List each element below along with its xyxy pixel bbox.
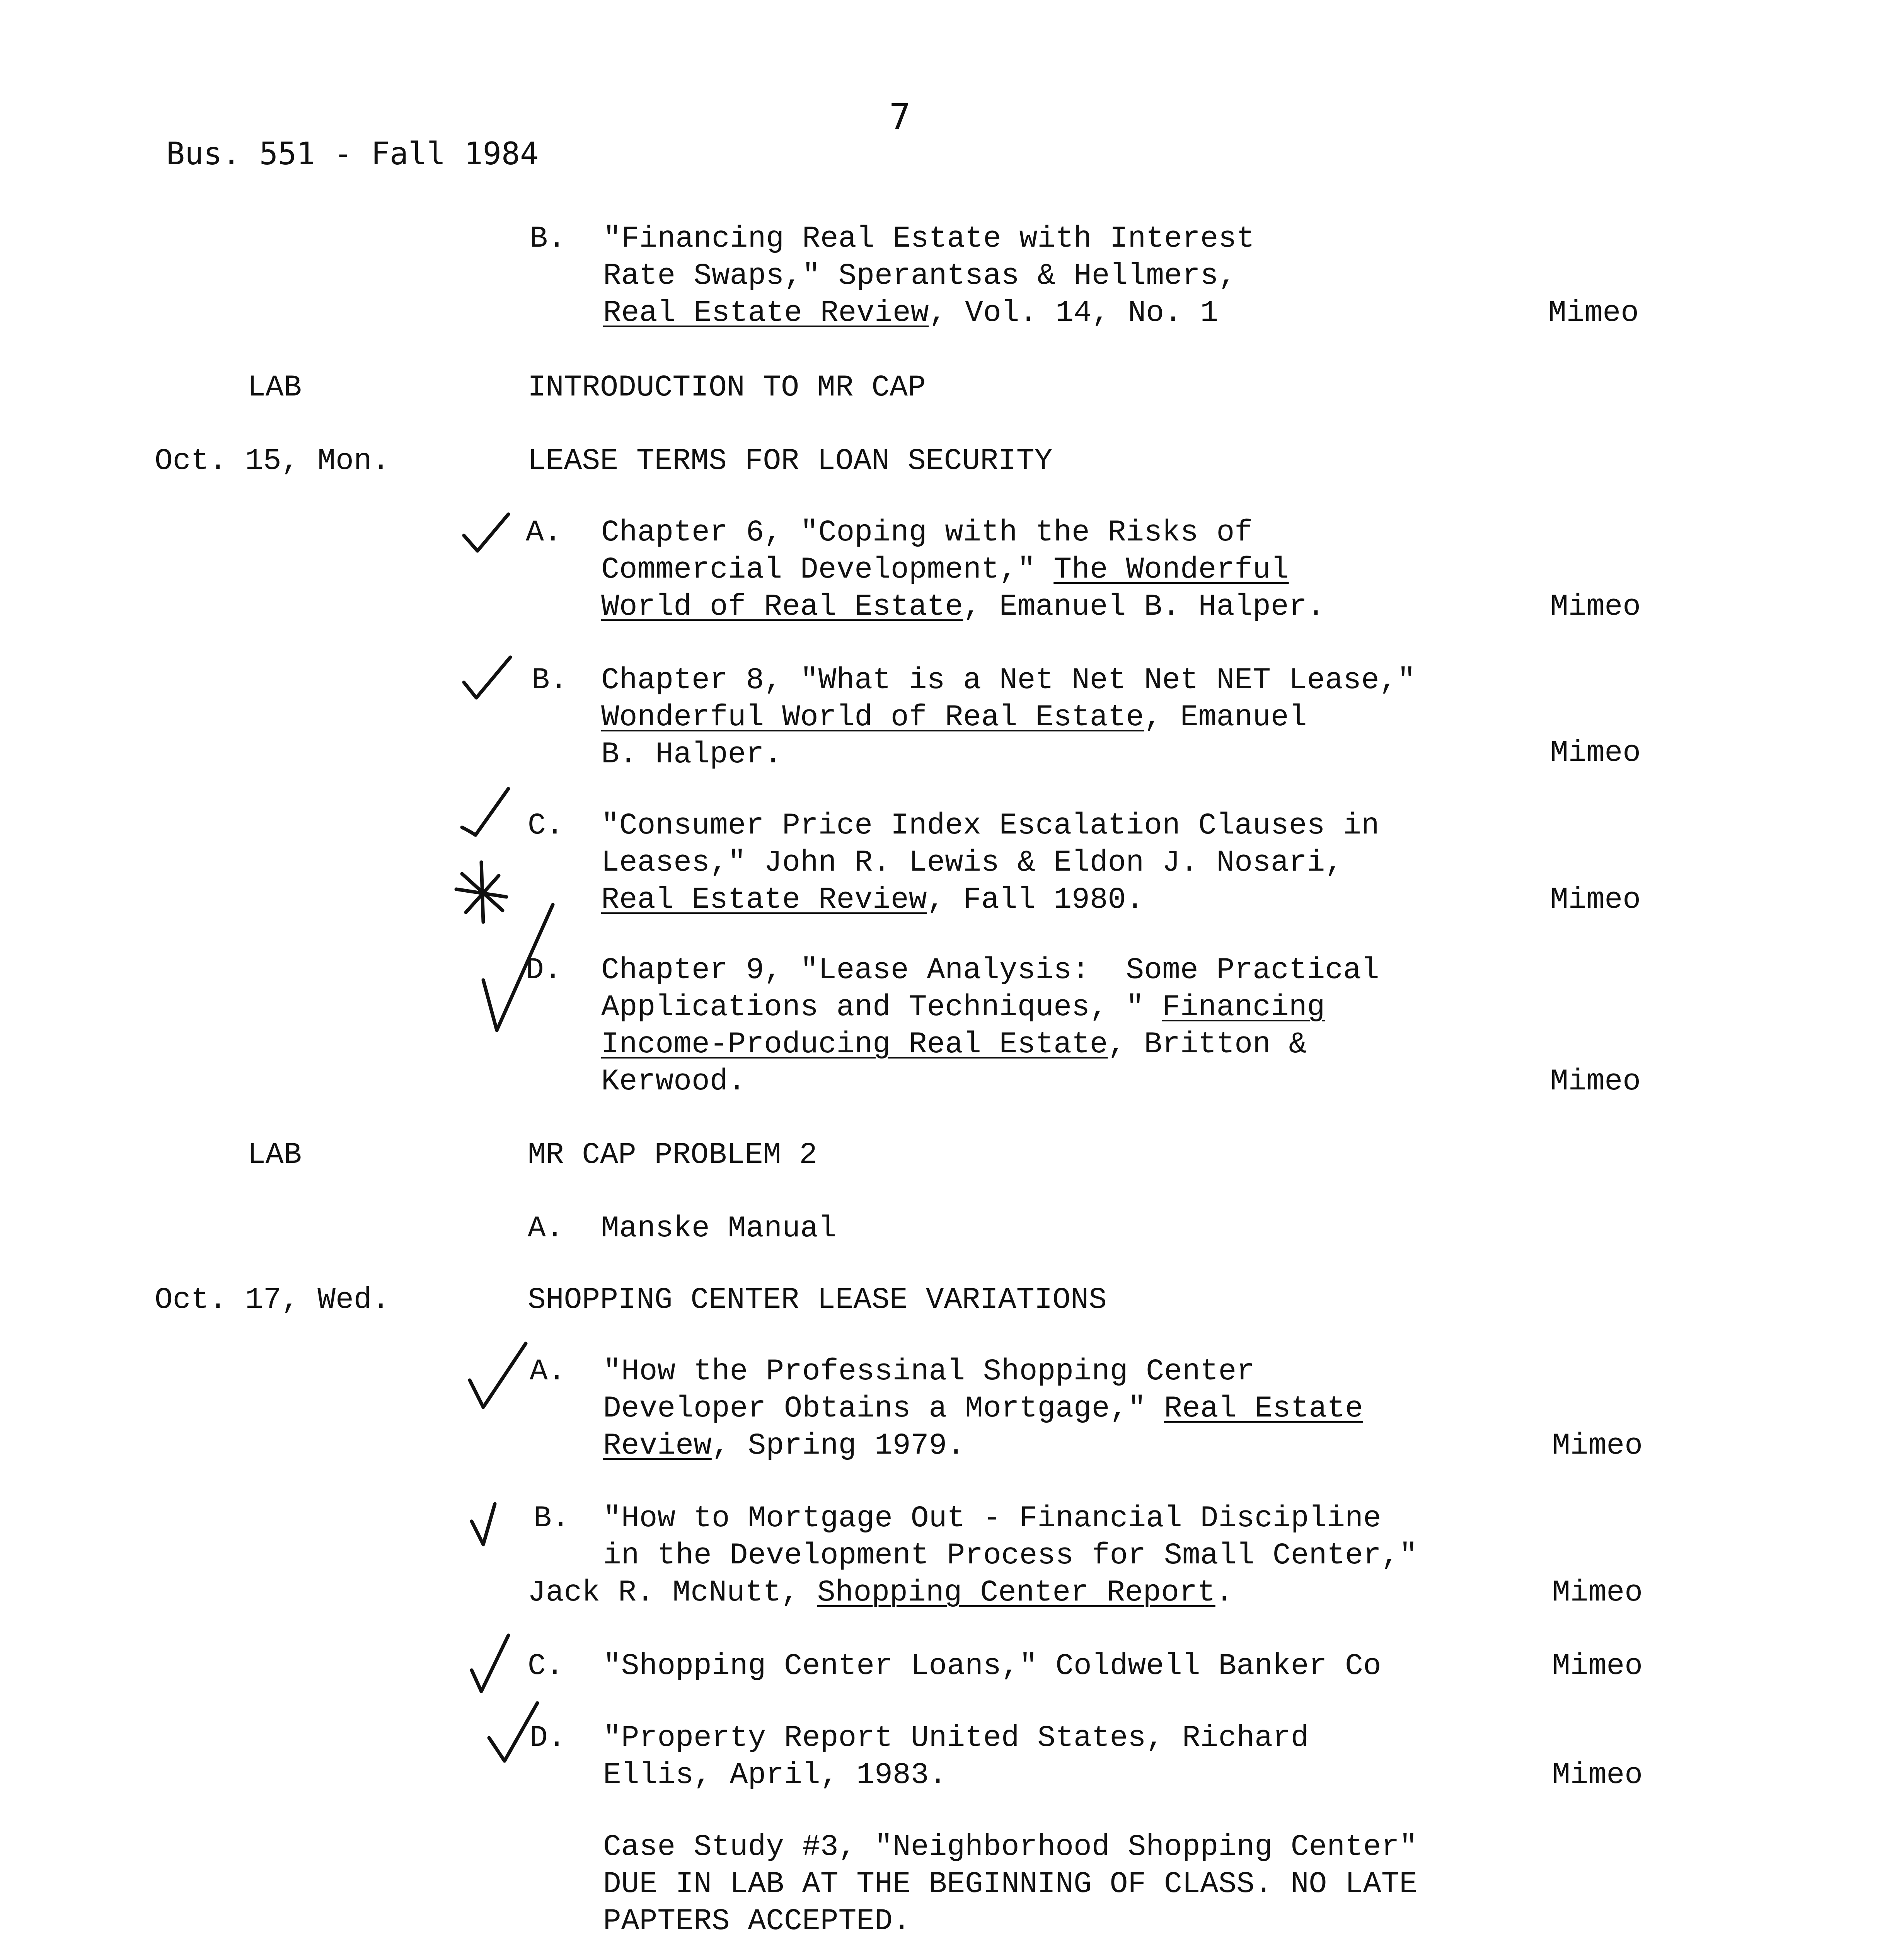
source-label: Mimeo [1552, 1649, 1643, 1683]
source-label: Mimeo [1550, 736, 1641, 770]
citation-line: Leases," John R. Lewis & Eldon J. Nosari, [601, 846, 1343, 880]
publication-title: Income-Producing Real Estate [601, 1028, 1108, 1062]
checkmark-icon [470, 1343, 526, 1407]
item-letter: A. [526, 516, 562, 550]
citation-line: "Property Report United States, Richard [603, 1721, 1309, 1755]
checkmark-icon [483, 905, 553, 1030]
citation-line: Wonderful World of Real Estate, Emanuel [601, 701, 1307, 735]
source-label: Mimeo [1548, 296, 1639, 330]
session-date: Oct. 15, Mon. [155, 444, 390, 478]
item-letter: A. [530, 1355, 566, 1389]
item-letter: C. [528, 1649, 564, 1683]
checkmark-icon [472, 1504, 495, 1544]
checkmark-icon [464, 657, 510, 698]
publication-title: Wonderful World of Real Estate [601, 701, 1144, 735]
citation-line: Developer Obtains a Mortgage," Real Estate [603, 1392, 1363, 1426]
citation-line: Commercial Development," The Wonderful [601, 553, 1289, 587]
citation-line: Real Estate Review, Vol. 14, No. 1 [603, 296, 1219, 330]
checkmark-icon [489, 1703, 537, 1761]
citation-line: Rate Swaps," Sperantsas & Hellmers, [603, 259, 1237, 293]
citation-line: Real Estate Review, Fall 1980. [601, 883, 1144, 917]
citation-line: Income-Producing Real Estate, Britton & [601, 1028, 1307, 1062]
publication-title: Review [603, 1429, 712, 1463]
citation-line: Applications and Techniques, " Financing [601, 990, 1325, 1024]
note-line: PAPTERS ACCEPTED. [603, 1904, 911, 1933]
checkmark-icon [462, 789, 508, 835]
item-letter: B. [534, 1502, 570, 1536]
citation-line: B. Halper. [601, 738, 782, 772]
source-label: Mimeo [1552, 1429, 1643, 1463]
source-label: Mimeo [1550, 590, 1641, 624]
citation-line: "How the Professinal Shopping Center [603, 1355, 1255, 1389]
session-topic: MR CAP PROBLEM 2 [528, 1138, 817, 1172]
session-topic: SHOPPING CENTER LEASE VARIATIONS [528, 1283, 1107, 1317]
item-letter: A. [528, 1212, 564, 1246]
citation-line: Chapter 8, "What is a Net Net Net NET Lease," [601, 663, 1416, 697]
publication-title: The Wonderful [1053, 553, 1289, 587]
citation-line: World of Real Estate, Emanuel B. Halper. [601, 590, 1325, 624]
citation-line: "Shopping Center Loans," Coldwell Banker Co [603, 1649, 1381, 1683]
item-letter: C. [528, 809, 564, 843]
source-label: Mimeo [1552, 1758, 1643, 1792]
citation-line: Kerwood. [601, 1065, 746, 1099]
checkmark-icon [472, 1635, 508, 1691]
source-label: Mimeo [1550, 1065, 1641, 1099]
note-line: Case Study #3, "Neighborhood Shopping Center" [603, 1830, 1418, 1864]
citation-line: Jack R. McNutt, Shopping Center Report. [528, 1576, 1234, 1610]
citation-line: in the Development Process for Small Center," [603, 1539, 1418, 1573]
publication-title: Shopping Center Report [817, 1576, 1215, 1610]
source-label: Mimeo [1550, 883, 1641, 917]
session-label: LAB [247, 371, 302, 405]
item-letter: B. [532, 663, 568, 697]
session-topic: LEASE TERMS FOR LOAN SECURITY [528, 444, 1053, 478]
item-letter: D. [526, 953, 562, 987]
citation-line: Chapter 6, "Coping with the Risks of [601, 516, 1253, 550]
reading-manske-manual: Manske Manual [601, 1212, 837, 1246]
citation-line: "Consumer Price Index Escalation Clauses in [601, 809, 1379, 843]
publication-title: Real Estate Review [601, 883, 927, 917]
publication-title: Financing [1162, 990, 1325, 1024]
publication-title: World of Real Estate [601, 590, 963, 624]
asterisk-icon [456, 862, 506, 922]
citation-line: "How to Mortgage Out - Financial Discipline [603, 1502, 1381, 1536]
publication-title: Real Estate Review [603, 296, 929, 330]
publication-title: Real Estate [1164, 1392, 1363, 1426]
citation-line: "Financing Real Estate with Interest [603, 222, 1255, 256]
session-topic: INTRODUCTION TO MR CAP [528, 371, 926, 405]
course-header: Bus. 551 - Fall 1984 [166, 136, 539, 172]
item-letter: B. [530, 222, 566, 256]
session-label: LAB [247, 1138, 302, 1172]
session-date: Oct. 17, Wed. [155, 1283, 390, 1317]
note-line: DUE IN LAB AT THE BEGINNING OF CLASS. NO LATE [603, 1867, 1418, 1901]
citation-line: Review, Spring 1979. [603, 1429, 965, 1463]
citation-line: Chapter 9, "Lease Analysis: Some Practical [601, 953, 1379, 987]
checkmark-icon [464, 514, 508, 551]
page-number: 7 [889, 96, 911, 138]
source-label: Mimeo [1552, 1576, 1643, 1610]
citation-line: Ellis, April, 1983. [603, 1758, 947, 1792]
item-letter: D. [530, 1721, 566, 1755]
